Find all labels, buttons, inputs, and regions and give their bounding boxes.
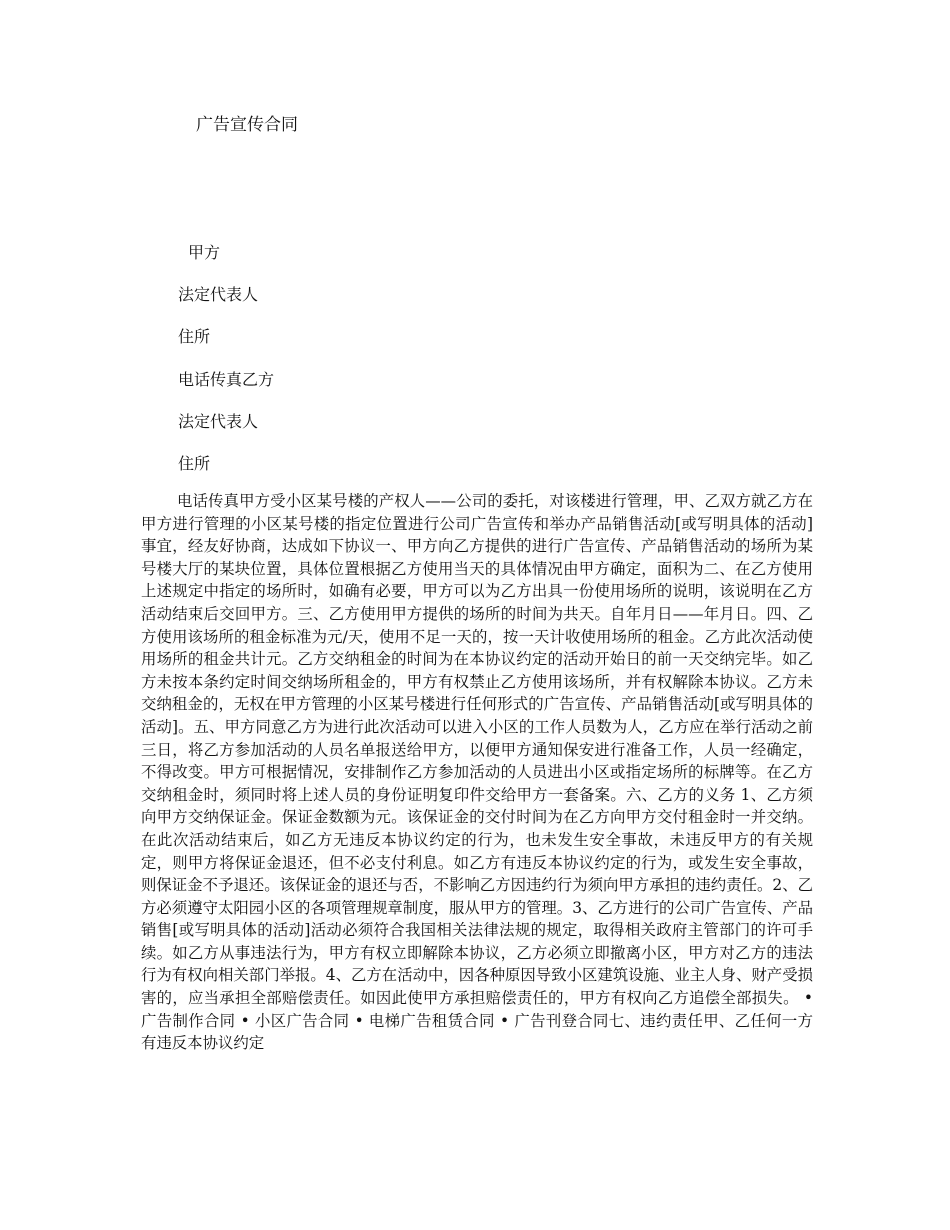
party-line-address-a: 住所 <box>178 327 211 346</box>
party-line-legal-rep-b: 法定代表人 <box>178 412 259 431</box>
party-line-legal-rep-a: 法定代表人 <box>178 285 259 304</box>
party-line-party-a: 甲方 <box>188 243 221 262</box>
party-line-phone-fax-party-b: 电话传真乙方 <box>178 370 275 389</box>
contract-body-paragraph: 电话传真甲方受小区某号楼的产权人——公司的委托，对该楼进行管理，甲、乙双方就乙方在甲方进行管理的小区某号楼的指定位置进行公司广告宣传和举办产品销售活动[或写明具体的活动]事宜，经友好协商，达成如下协议一、甲方向乙方提供的进行广告宣传、产品销售活动的场所为某号楼大厅的某块位置，具体位置根据乙方使用当天的具体情况由甲方确定，面积为二、在乙方使用上述规定中指定的场所时，如确有必要，甲方可以为乙方出具一份使用场所的说明，该说明在乙方活动结束后交回甲方。三、乙方使用甲方提供的场所的时间为共天。自年月日——年月日。四、乙方使用该场所的租金标准为元/天，使用不足一天的，按一天计收使用场所的租金。乙方此次活动使用场所的租金共计元。乙方交纳租金的时间为在本协议约定的活动开始日的前一天交纳完毕。如乙方未按本条约定时间交纳场所租金的，甲方有权禁止乙方使用该场所，并有权解除本协议。乙方未交纳租金的，无权在甲方管理的小区某号楼进行任何形式的广告宣传、产品销售活动[或写明具体的活动]。五、甲方同意乙方为进行此次活动可以进入小区的工作人员数为人，乙方应在举行活动之前三日，将乙方参加活动的人员名单报送给甲方，以便甲方通知保安进行准备工作，人员一经确定，不得改变。甲方可根据情况，安排制作乙方参加活动的人员进出小区或指定场所的标牌等。在乙方交纳租金时，须同时将上述人员的身份证明复印件交给甲方一套备案。六、乙方的义务 1、乙方须向甲方交纳保证金。保证金数额为元。该保证金的交付时间为在乙方向甲方交付租金时一并交纳。在此次活动结束后，如乙方无违反本协议约定的行为，也未发生安全事故，未违反甲方的有关规定，则甲方将保证金退还，但不必支付利息。如乙方有违反本协议约定的行为，或发生安全事故，则保证金不予退还。该保证金的退还与否，不影响乙方因违约行为须向甲方承担的违约责任。2、乙方必须遵守太阳园小区的各项管理规章制度，服从甲方的管理。3、乙方进行的公司广告宣传、产品销售[或写明具体的活动]活动必须符合我国相关法律法规的规定，取得相关政府主管部门的许可手续。如乙方从事违法行为，甲方有权立即解除本协议，乙方必须立即撤离小区，甲方对乙方的违法行为有权向相关部门举报。4、乙方在活动中，因各种原因导致小区建筑设施、业主人身、财产受损害的，应当承担全部赔偿责任。如因此使甲方承担赔偿责任的，甲方有权向乙方追偿全部损失。 • 广告制作合同 • 小区广告合同 • 电梯广告租赁合同 • 广告刊登合同七、违约责任甲、乙任何一方有违反本协议约定 <box>141 492 813 1053</box>
party-line-address-b: 住所 <box>178 454 211 473</box>
document-title: 广告宣传合同 <box>196 115 298 135</box>
